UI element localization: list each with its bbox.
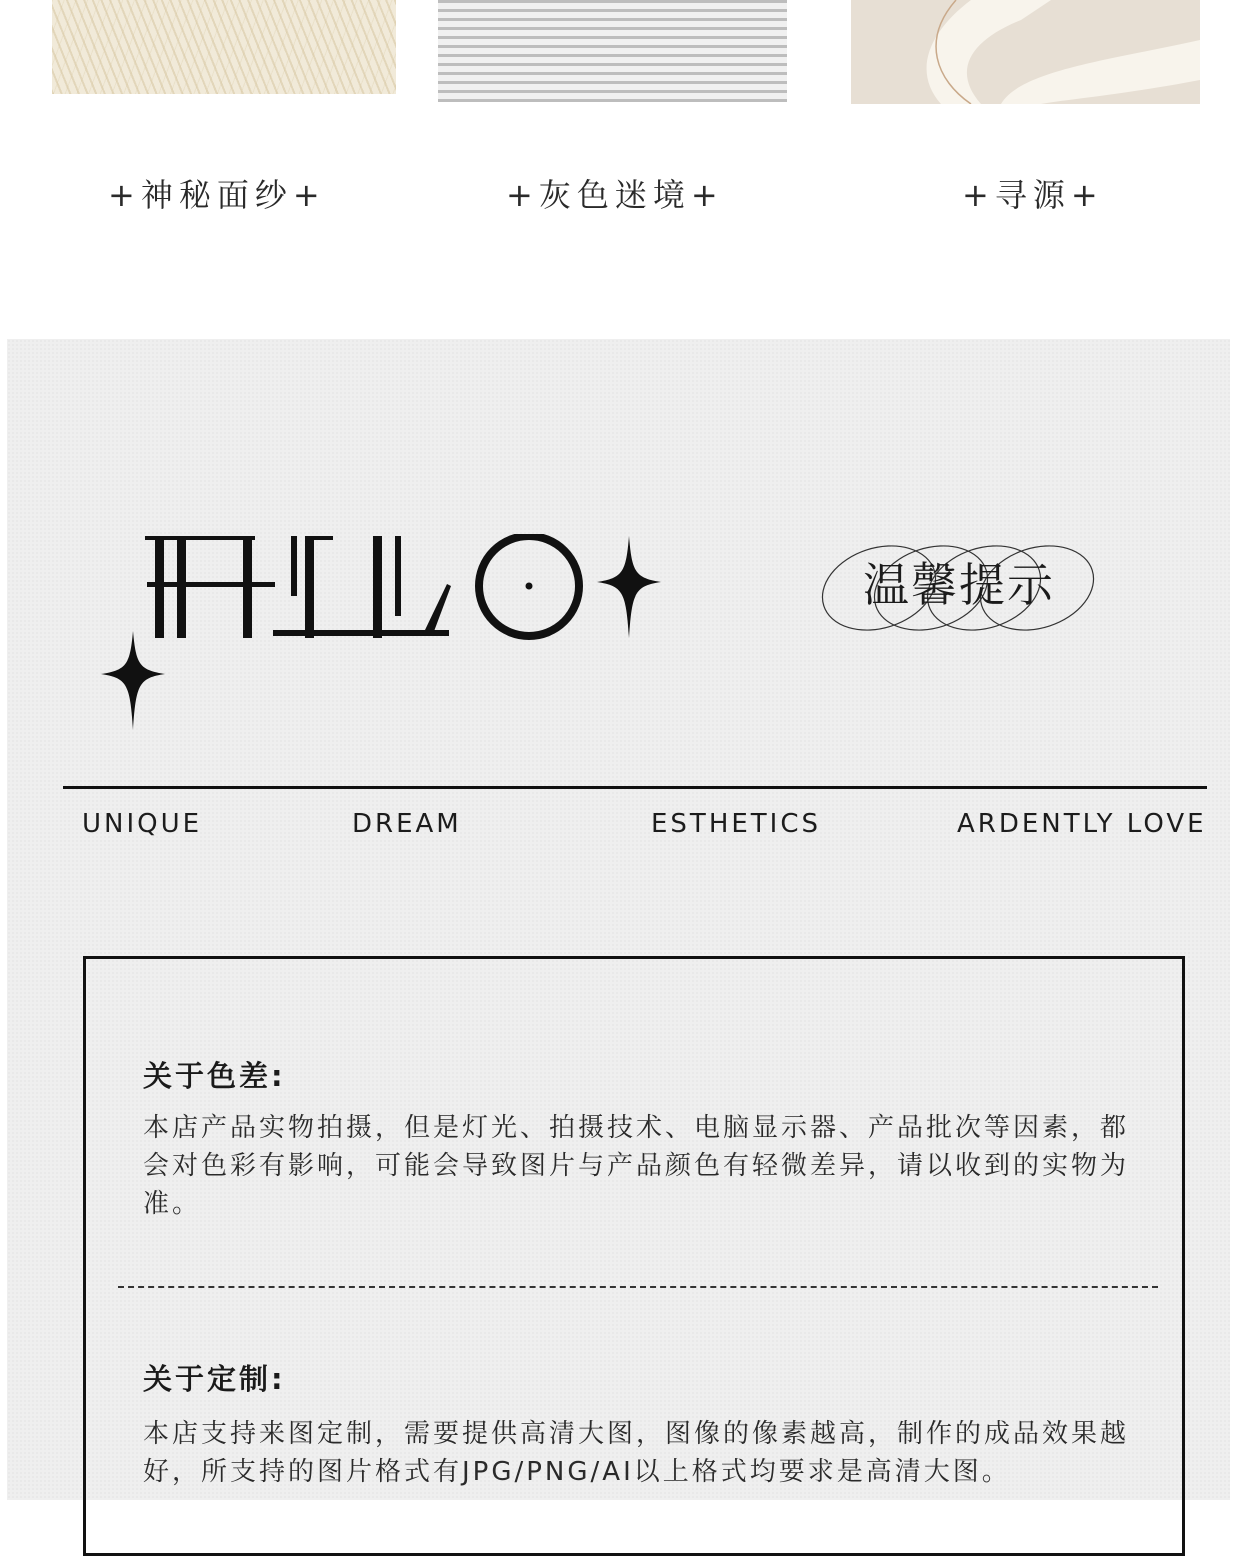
wave-pattern xyxy=(851,0,1200,104)
section-heading-color-difference: 关于色差: xyxy=(143,1059,286,1093)
section-body-customization: 本店支持来图定制，需要提供高清大图，图像的像素越高，制作的成品效果越好，所支持的图片格式有JPG/PNG/AI以上格式均要求是高清大图。 xyxy=(143,1419,1130,1487)
swatch-caption-2: +灰色迷境+ xyxy=(506,176,724,214)
tagline-ardently-love: ARDENTLY LOVE xyxy=(957,809,1207,839)
tagline-dream: DREAM xyxy=(352,809,462,839)
swatch-grey-maze xyxy=(438,0,787,102)
tagline-unique: UNIQUE xyxy=(82,809,203,839)
tips-panel xyxy=(7,339,1230,1500)
divider-line xyxy=(63,786,1207,789)
tips-badge xyxy=(819,535,1099,641)
swatch-origin xyxy=(851,0,1200,104)
notice-box xyxy=(83,956,1185,1556)
tips-badge-text: 温馨提示 xyxy=(863,558,1055,612)
tagline-esthetics: ESTHETICS xyxy=(651,809,821,839)
swatch-caption-3: +寻源+ xyxy=(962,176,1104,214)
section-body-color-difference: 本店产品实物拍摄，但是灯光、拍摄技术、电脑显示器、产品批次等因素，都会对色彩有影响，可能会导致图片与产品颜色有轻微差异，请以收到的实物为准。 xyxy=(143,1113,1130,1219)
hello-logo xyxy=(95,534,675,744)
dashed-divider xyxy=(118,1286,1158,1288)
swatch-mysterious-veil xyxy=(52,0,396,94)
swatch-caption-1: +神秘面纱+ xyxy=(108,176,326,214)
section-heading-customization: 关于定制: xyxy=(143,1362,286,1396)
